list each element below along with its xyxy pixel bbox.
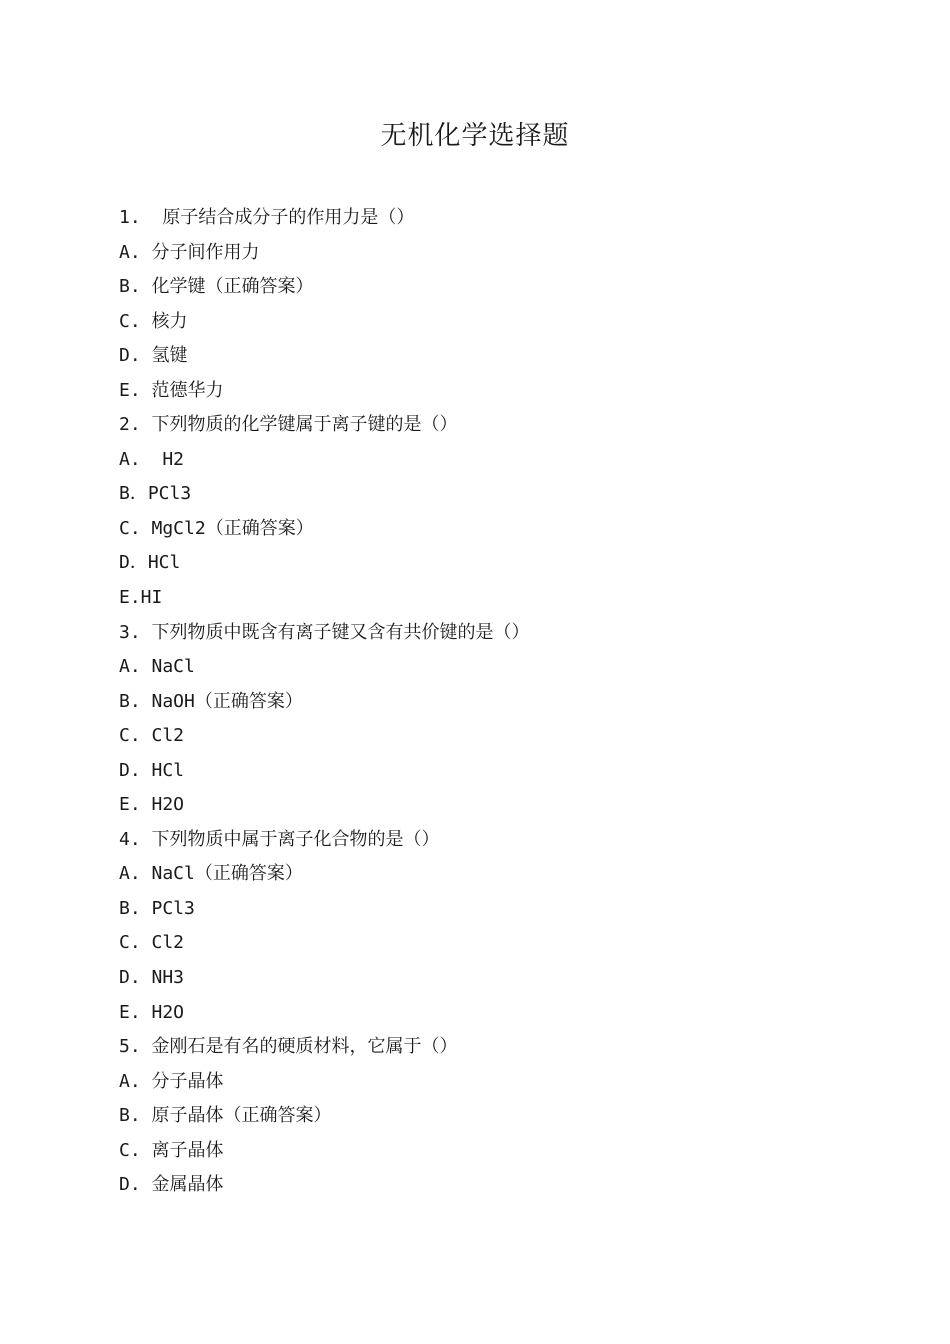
q3-option-c: C. Cl2 — [119, 725, 185, 747]
q2-option-e: E.HI — [119, 587, 163, 609]
q3-option-b: B. NaOH（正确答案） — [119, 690, 303, 712]
q3-option-e: E. H2O — [119, 794, 185, 816]
q1-option-d: D. 氢键 — [119, 345, 188, 367]
q5-option-a: A. 分子晶体 — [119, 1070, 224, 1092]
question-4: 4. 下列物质中属于离子化合物的是（） — [119, 828, 440, 850]
question-1: 1. 原子结合成分子的作用力是（） — [119, 207, 415, 228]
q4-option-b: B. PCl3 — [119, 897, 195, 919]
q5-option-d: D. 金属晶体 — [119, 1174, 224, 1196]
document-title: 无机化学选择题 — [380, 121, 570, 151]
q1-option-e: E. 范德华力 — [119, 379, 224, 401]
q3-option-d: D. HCl — [119, 759, 185, 781]
question-2: 2. 下列物质的化学键属于离子键的是（） — [119, 414, 458, 436]
question-list — [119, 201, 879, 1203]
q5-option-c: C. 离子晶体 — [119, 1139, 224, 1161]
q2-option-d: D．HCl — [119, 552, 181, 574]
q1-option-a: A. 分子间作用力 — [119, 241, 260, 263]
q5-option-b: B. 原子晶体（正确答案） — [119, 1105, 332, 1127]
q4-option-d: D. NH3 — [119, 967, 185, 989]
q1-option-c: C. 核力 — [119, 310, 188, 332]
q4-option-a: A. NaCl（正确答案） — [119, 863, 303, 885]
q1-option-b: B. 化学键（正确答案） — [119, 276, 314, 298]
q4-option-c: C. Cl2 — [119, 932, 185, 954]
q3-option-a: A. NaCl — [119, 656, 195, 678]
q2-option-a: A. H2 — [119, 448, 185, 470]
question-5: 5. 金刚石是有名的硬质材料，它属于（） — [119, 1036, 458, 1058]
q4-option-e: E. H2O — [119, 1001, 185, 1023]
q2-option-c: C. MgCl2（正确答案） — [119, 517, 314, 539]
question-3: 3. 下列物质中既含有离子键又含有共价键的是（） — [119, 621, 530, 643]
q2-option-b: B．PCl3 — [119, 483, 192, 505]
